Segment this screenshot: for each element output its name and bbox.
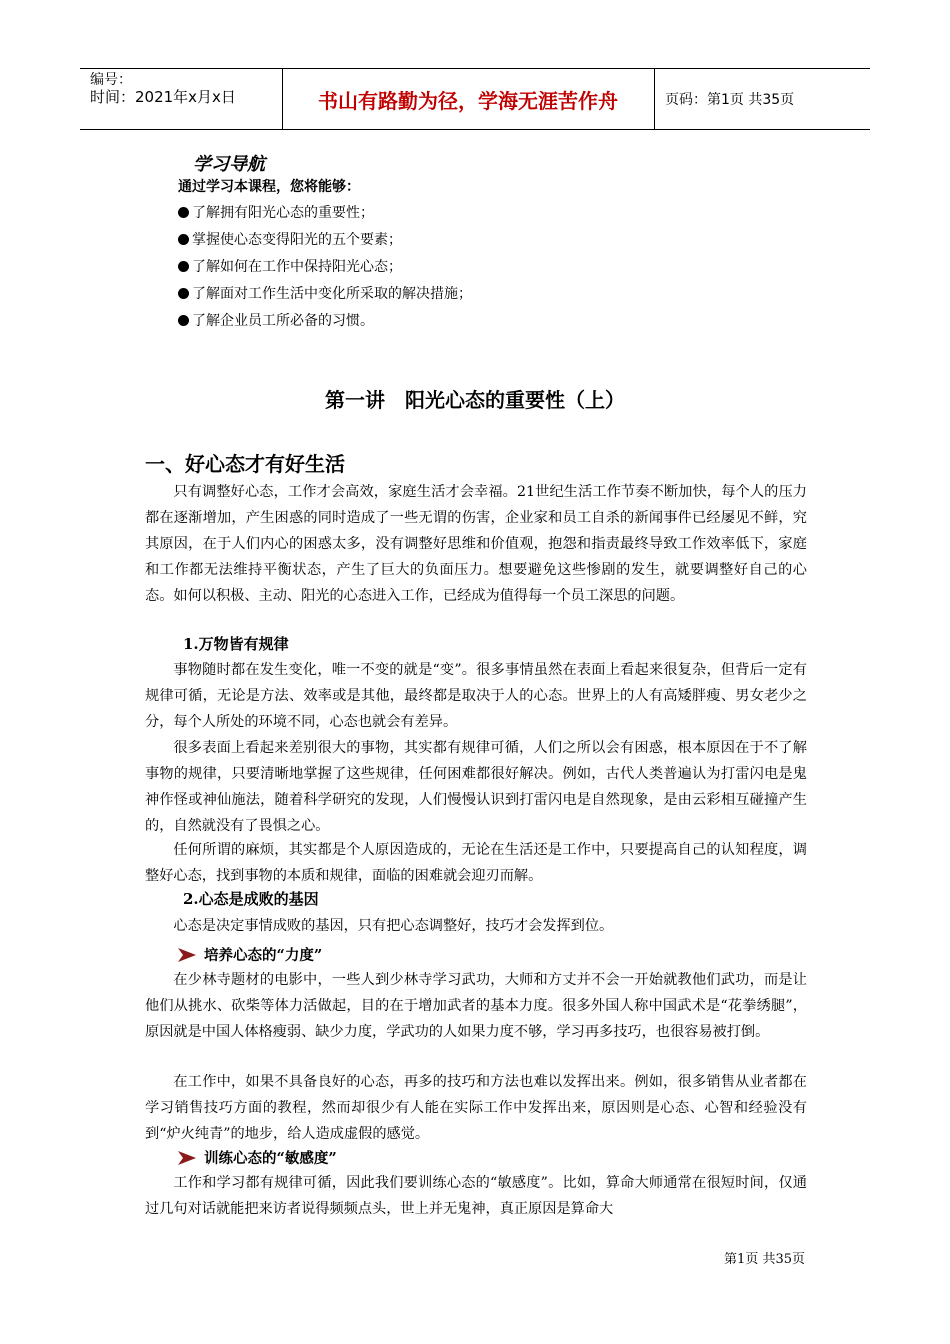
section-title: 一、好心态才有好生活 — [145, 452, 345, 476]
guide-list — [178, 200, 472, 335]
bullet-icon — [178, 261, 189, 272]
paragraph: 在少林寺题材的电影中，一些人到少林寺学习武功，大师和方丈并不会一开始就教他们武功，而是让他们从挑水、砍柴等体力活做起，目的在于增加武者的基本力度。很多外国人称中国武术是“花拳绣腿”，原因就是中国人体格瘦弱、缺少力度，学武功的人如果力度不够，学习再多技巧，也很容易被打倒。 — [145, 972, 807, 1040]
arrow-heading: 训练心态的“敏感度” — [178, 1147, 337, 1168]
paragraph: 只有调整好心态，工作才会高效，家庭生活才会幸福。21世纪生活工作节奏不断加快，每个人的压力都在逐渐增加，产生困惑的同时造成了一些无谓的伤害，企业家和员工自杀的新闻事件已经屡见不鲜，究其原因，在于人们内心的困惑太多，没有调整好思维和价值观，抱怨和指责最终导致工作效率低下，家庭和工作都无法维持平衡状态，产生了巨大的负面压力。想要避免这些惨剧的发生，就要调整好自己的心态。如何以积极、主动、阳光的心态进入工作，已经成为值得每一个员工深思的问题。 — [145, 484, 807, 604]
bullet-icon — [178, 288, 189, 299]
paragraph: 心态是决定事情成败的基因，只有把心态调整好，技巧才会发挥到位。 — [173, 918, 614, 934]
paragraph: 工作和学习都有规律可循，因此我们要训练心态的“敏感度”。比如，算命大师通常在很短时间，仅通过几句对话就能把来访者说得频频点头，世上并无鬼神，真正原因是算命大 — [145, 1175, 807, 1217]
arrow-heading: 培养心态的“力度” — [178, 944, 322, 965]
list-item: 了解拥有阳光心态的重要性； — [178, 200, 472, 227]
guide-intro: 通过学习本课程，您将能够： — [178, 179, 360, 195]
list-item: 了解面对工作生活中变化所采取的解决措施； — [178, 281, 472, 308]
paragraph: 很多表面上看起来差别很大的事物，其实都有规律可循，人们之所以会有困惑，根本原因在于不了解事物的规律，只要清晰地掌握了这些规律，任何困难都很好解决。例如，古代人类普遍认为打雷闪电是鬼神作怪或神仙施法，随着科学研究的发现，人们慢慢认识到打雷闪电是自然现象，是由云彩相互碰撞产生的，自然就没有了畏惧之心。 — [145, 740, 807, 834]
list-item: 了解企业员工所必备的习惯。 — [178, 308, 472, 335]
guide-title: 学习导航 — [193, 154, 265, 175]
page-footer: 第1页 共35页 — [724, 1252, 805, 1267]
bullet-icon — [178, 315, 189, 326]
number-label: 编号： — [90, 72, 132, 88]
paragraph: 事物随时都在发生变化，唯一不变的就是“变”。很多事情虽然在表面上看起来很复杂，但背后一定有规律可循，无论是方法、效率或是其他，最终都是取决于人的心态。世界上的人有高矮胖瘦、男女老少之分，每个人所处的环境不同，心态也就会有差异。 — [145, 662, 807, 730]
list-item: 了解如何在工作中保持阳光心态； — [178, 254, 472, 281]
date-label: 时间：2021年x月x日 — [90, 88, 236, 106]
header-page-info: 页码：第1页 共35页 — [665, 92, 795, 108]
page-header — [80, 68, 870, 130]
subsection-title: 2.心态是成败的基因 — [183, 890, 319, 908]
paragraph: 在工作中，如果不具备良好的心态，再多的技巧和方法也难以发挥出来。例如，很多销售从业者都在学习销售技巧方面的教程，然而却很少有人能在实际工作中发挥出来，原因则是心态、心智和经验没有到“炉火纯青”的地步，给人造成虚假的感觉。 — [145, 1074, 807, 1142]
header-meta — [80, 69, 283, 129]
header-motto: 书山有路勤为径，学海无涯苦作舟 — [282, 69, 655, 129]
arrow-bullet-icon — [178, 948, 196, 962]
bullet-icon — [178, 234, 189, 245]
paragraph: 任何所谓的麻烦，其实都是个人原因造成的，无论在生活还是工作中，只要提高自己的认知程度，调整好心态，找到事物的本质和规律，面临的困难就会迎刃而解。 — [145, 842, 807, 884]
list-item: 掌握使心态变得阳光的五个要素； — [178, 227, 472, 254]
arrow-bullet-icon — [178, 1151, 196, 1165]
subsection-title: 1.万物皆有规律 — [183, 635, 289, 653]
lecture-title: 第一讲 阳光心态的重要性（上） — [325, 388, 625, 412]
bullet-icon — [178, 207, 189, 218]
